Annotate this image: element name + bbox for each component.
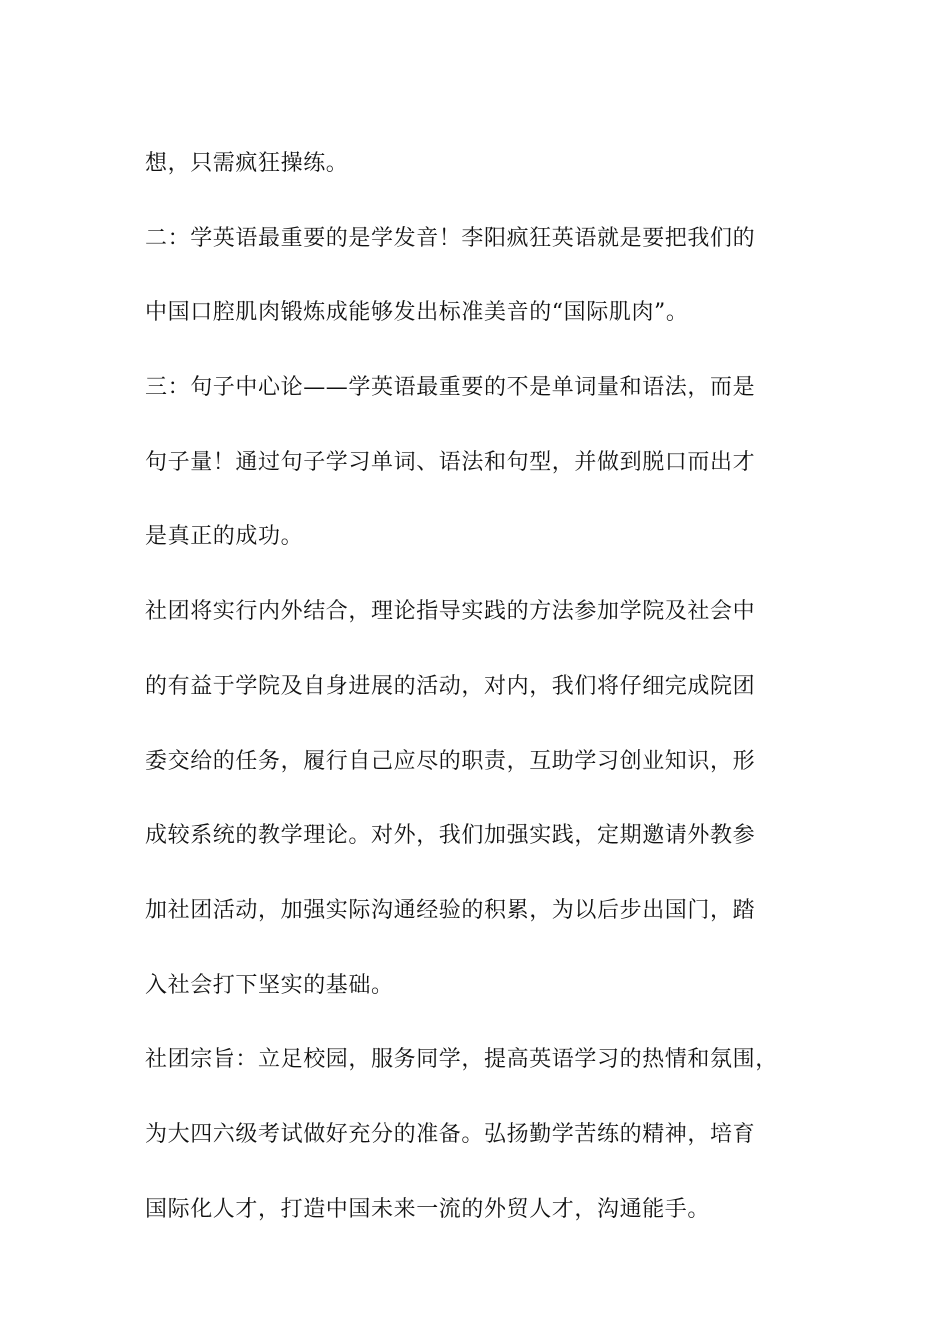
- text-line: 加社团活动，加强实际沟通经验的积累，为以后步出国门，踏: [145, 897, 756, 923]
- text-line: 是真正的成功。: [145, 524, 304, 550]
- text-line: 委交给的任务，履行自己应尽的职责，互助学习创业知识，形: [145, 748, 756, 774]
- text-line: 国际化人才，打造中国未来一流的外贸人才，沟通能手。: [145, 1196, 711, 1222]
- text-line: 的有益于学院及自身进展的活动，对内，我们将仔细完成院团: [145, 673, 756, 699]
- text-line: 为大四六级考试做好充分的准备。弘扬勤学苦练的精神，培育: [145, 1121, 756, 1147]
- text-line: 句子量！通过句子学习单词、语法和句型，并做到脱口而出才: [145, 449, 756, 475]
- text-line: 三：句子中心论——学英语最重要的不是单词量和语法，而是: [145, 375, 756, 401]
- text-line: 入社会打下坚实的基础。: [145, 972, 394, 998]
- text-line: 社团将实行内外结合，理论指导实践的方法参加学院及社会中: [145, 599, 756, 625]
- text-line: 成较系统的教学理论。对外，我们加强实践，定期邀请外教参: [145, 823, 756, 849]
- text-line: 想，只需疯狂操练。: [145, 151, 349, 176]
- text-line: 二：学英语最重要的是学发音！李阳疯狂英语就是要把我们的: [145, 225, 756, 251]
- text-line: 中国口腔肌肉锻炼成能够发出标准美音的“国际肌肉”。: [145, 300, 689, 326]
- text-line: 社团宗旨：立足校园，服务同学，提高英语学习的热情和氛围，: [145, 1047, 778, 1073]
- document-body: [145, 127, 835, 1247]
